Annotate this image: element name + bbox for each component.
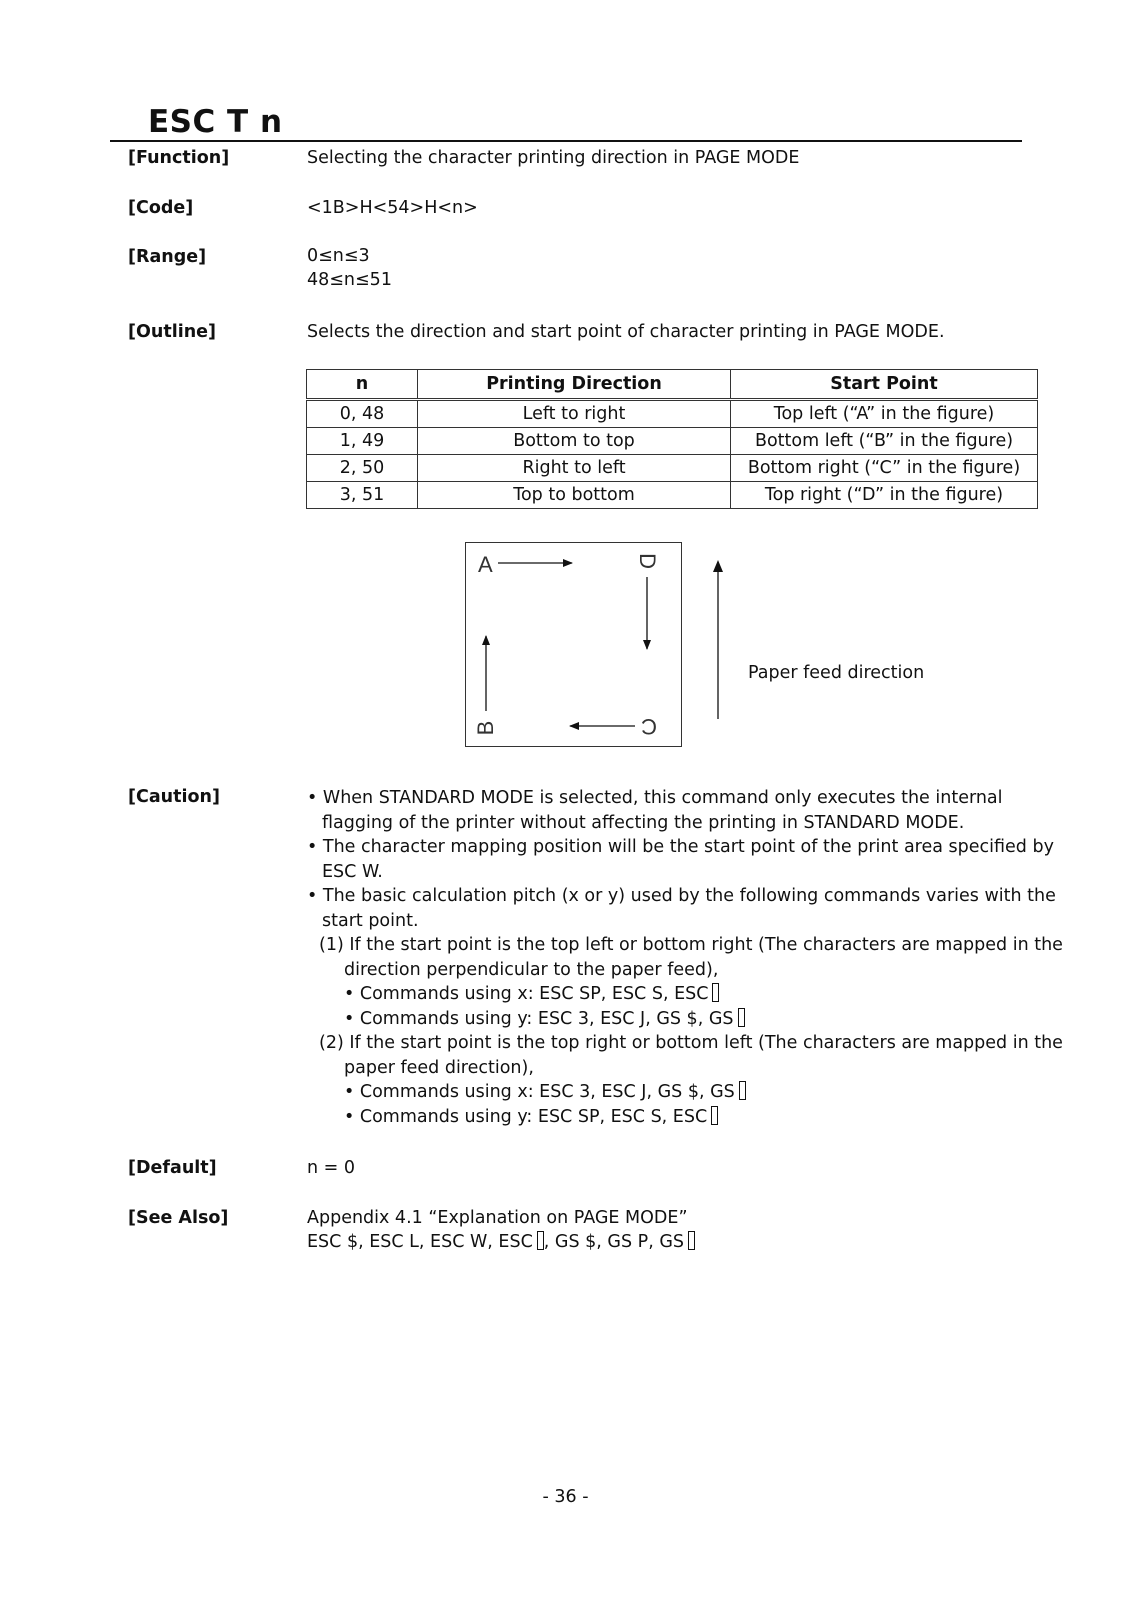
missing-glyph-icon [739,1081,746,1100]
caution-line: • The basic calculation pitch (x or y) used by the following commands varies with the [307,886,1056,906]
cell-start-point: Bottom right (“C” in the figure) [731,455,1038,482]
caution-line [307,1105,1027,1130]
direction-diagram-svg [466,543,683,748]
see-also-label: [See Also] [128,1208,229,1228]
cell-direction: Bottom to top [418,428,731,455]
code-text: <1B>H<54>H<n> [307,198,478,218]
caution-line: • When STANDARD MODE is selected, this command only executes the internal [307,788,1003,808]
cell-n: 2, 50 [307,455,418,482]
missing-glyph-icon [738,1008,745,1027]
caution-line-text: • Commands using x: ESC 3, ESC J, GS $, GS [344,1082,735,1102]
see-also-line [307,1230,695,1254]
paper-feed-arrow-icon [710,560,726,720]
title-rule [110,140,1022,142]
caution-line: ESC W. [322,861,383,882]
direction-diagram [465,542,682,747]
cell-direction: Top to bottom [418,482,731,509]
page-number: - 36 - [542,1487,589,1507]
see-also-commands: , GS $, GS P, GS [543,1232,684,1252]
cell-n: 1, 49 [307,428,418,455]
table-row [307,428,1038,455]
caution-label: [Caution] [128,787,220,807]
missing-glyph-icon [712,983,719,1002]
command-title: ESC T n [148,104,283,140]
paper-feed-label: Paper feed direction [748,663,925,683]
table-row [307,482,1038,509]
missing-glyph-icon [688,1231,695,1250]
caution-line: paper feed direction), [344,1057,534,1078]
caution-line: flagging of the printer without affecting the printing in STANDARD MODE. [322,812,965,833]
direction-table [306,369,1038,509]
cell-start-point: Bottom left (“B” in the figure) [731,428,1038,455]
missing-glyph-icon [711,1106,718,1125]
see-also-commands: ESC $, ESC L, ESC W, ESC [307,1232,533,1252]
table-header-row [307,370,1038,400]
caution-line: • The character mapping position will be the start point of the print area specified by [307,837,1054,857]
table-row [307,455,1038,482]
table-row [307,400,1038,428]
caution-line [307,1007,1027,1032]
corner-label-b: B [473,720,498,736]
caution-line: (2) If the start point is the top right or bottom left (The characters are mapped in the [319,1033,1063,1053]
range-values [307,244,392,292]
function-label: [Function] [128,148,230,168]
outline-label: [Outline] [128,322,217,342]
caution-line: (1) If the start point is the top left or bottom right (The characters are mapped in the [319,935,1063,955]
caution-line: direction perpendicular to the paper feed), [344,959,719,980]
corner-label-d: D [635,553,660,569]
caution-line: start point. [322,910,419,931]
outline-text: Selects the direction and start point of character printing in PAGE MODE. [307,322,945,342]
cell-n: 3, 51 [307,482,418,509]
corner-label-c: C [641,714,657,739]
default-text: n = 0 [307,1158,356,1178]
cell-n: 0, 48 [307,400,418,428]
caution-line [307,982,1027,1007]
header-start-point: Start Point [731,370,1038,400]
caution-text [307,786,1063,1129]
missing-glyph-icon [537,1231,544,1250]
see-also-line: Appendix 4.1 “Explanation on PAGE MODE” [307,1208,688,1228]
code-label: [Code] [128,198,194,218]
cell-direction: Left to right [418,400,731,428]
cell-start-point: Top right (“D” in the figure) [731,482,1038,509]
range-label: [Range] [128,247,207,267]
range-line: 0≤n≤3 [307,246,370,266]
corner-label-a: A [478,552,493,577]
caution-line [307,1080,1027,1105]
cell-direction: Right to left [418,455,731,482]
range-line: 48≤n≤51 [307,270,392,290]
cell-start-point: Top left (“A” in the figure) [731,400,1038,428]
header-printing-direction: Printing Direction [418,370,731,400]
default-label: [Default] [128,1158,217,1178]
see-also-text [307,1206,695,1254]
caution-line-text: • Commands using x: ESC SP, ESC S, ESC [344,984,709,1004]
function-text: Selecting the character printing direction in PAGE MODE [307,148,800,168]
header-n: n [307,370,418,400]
caution-line-text: • Commands using y: ESC 3, ESC J, GS $, GS [344,1008,734,1029]
caution-line-text: • Commands using y: ESC SP, ESC S, ESC [344,1106,708,1127]
